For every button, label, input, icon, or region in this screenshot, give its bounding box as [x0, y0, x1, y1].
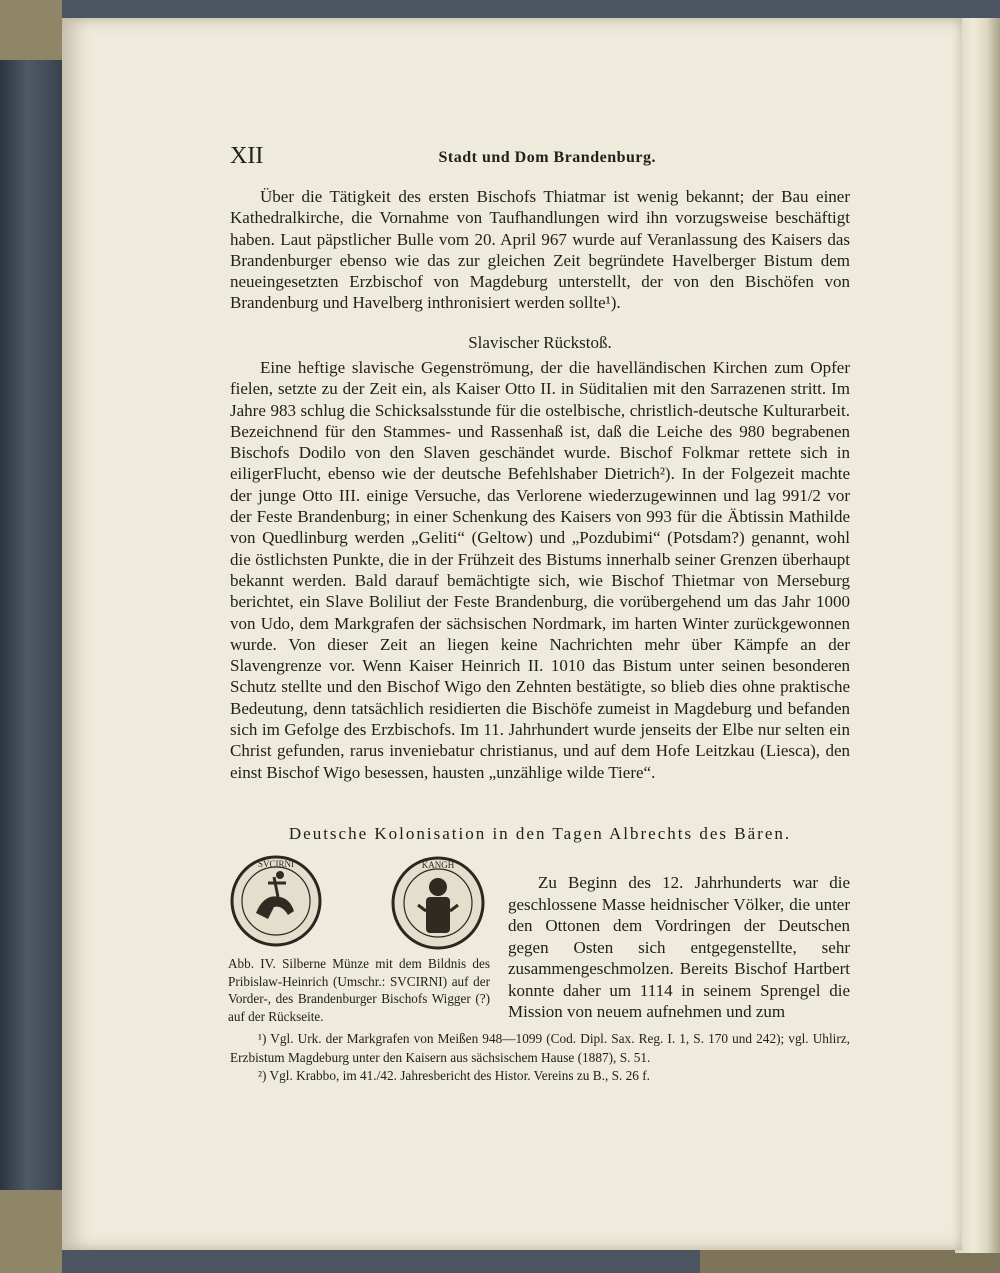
cover-corner-top-left — [0, 0, 62, 60]
intro-paragraph: Über die Tätigkeit des ersten Bischofs Thiatmar ist wenig bekannt; der Bau einer Kathedralkirche, die Vornahme von Taufhandlungen wird ihn vorzugsweise beschäftigt haben. Laut päpstlicher Bulle vom 20. April 967 wurde auf Veranlassung des Kaisers das Brandenburger ebenso wie das zur gleichen Zeit begründete Havelberger Bistum dem neueingesetzten Erzbischof von Magdeburg unterstellt, der von den Bischöfen von Brandenburg und Havelberg inthronisiert werden sollte¹). — [230, 187, 850, 313]
book-cover-left — [0, 0, 62, 1273]
intro-paragraph-block — [230, 186, 850, 314]
section2-paragraph-block — [508, 872, 850, 1023]
cover-corner-bottom-left — [0, 1190, 62, 1273]
footnotes — [230, 1030, 850, 1086]
section2-paragraph: Zu Beginn des 12. Jahrhunderts war die geschlossene Masse heidnischer Völker, die unter den Ottonen dem Vordringen der Deutschen gegen Osten sich entgegenstellte, sehr zusammengeschmolzen. Bereits Bischof Hartbert konnte daher um 1114 in seinem Sprengel die Mission von neuem aufnehmen und zum — [508, 873, 850, 1021]
coin-front-image — [232, 857, 320, 945]
coin-back-legend: KANGH — [421, 860, 455, 870]
footnote-1: ¹) Vgl. Urk. der Markgrafen von Meißen 948—1099 (Cod. Dipl. Sax. Reg. I. 1, S. 170 und 242); vgl. Uhlirz, Erzbistum Magdeburg unter den Kaisern aus sächsischem Hause (1887), S. 51. — [230, 1031, 850, 1065]
footnote-2: ²) Vgl. Krabbo, im 41./42. Jahresbericht des Histor. Vereins zu B., S. 26 f. — [258, 1068, 651, 1083]
page-number: XII — [230, 143, 264, 169]
section-heading-deutsche-kolonisation: Deutsche Kolonisation in den Tagen Albrechts des Bären. — [288, 824, 792, 843]
section-heading-slavischer-rueckstoss: Slavischer Rückstoß. — [468, 333, 612, 352]
coin-back-image — [393, 858, 483, 948]
figure-caption: Abb. IV. Silberne Münze mit dem Bildnis des Pribislaw-Heinrich (Umschr.: SVCIRNI) auf der Vorder-, des Brandenburger Bischofs Wigger (?) auf der Rückseite. — [228, 956, 490, 1024]
section1-paragraph: Eine heftige slavische Gegenströmung, der die havelländischen Kirchen zum Opfer fielen, setzte zu der Zeit ein, als Kaiser Otto II. in Süditalien mit den Sarrazenen stritt. Im Jahre 983 schlug die Schicksalsstunde für die ostelbische, christlich-deutsche Kulturarbeit. Bezeichnend für den Stammes- und Rassenhaß ist, daß die Leiche des 980 begrabenen Bischofs Dodilo von den Slaven geschändet wurde. Bischof Folkmar rettete sich in eiligerFlucht, ebenso wie der deutsche Befehlshaber Dietrich²). In der Folgezeit machte der junge Otto III. einige Versuche, das Verlorene wiederzugewinnen und lag 991/2 vor der Feste Brandenburg; in einer Schenkung des Kaisers von 993 für die Äbtissin Mathilde von Quedlinburg werden „Geliti“ (Geltow) und „Pozdubimi“ (Potsdam?) genannt, wohl die östlichsten Punkte, die in der Frühzeit des Bistums innerhalb seiner Grenzen überhaupt bekannt werden. Bald darauf bemächtigte sich, wie Bischof Thietmar von Merseburg berichtet, ein Slave Boliliut der Feste Brandenburg, die vorübergehend um das Jahr 1000 von Udo, dem Markgrafen der sächsischen Nordmark, im harten Winter zurückgewonnen wurde. Von dieser Zeit an liegen keine Nachrichten mehr über Kämpfe an der Slavengrenze vor. Wenn Kaiser Heinrich II. 1010 das Bistum unter seinen besonderen Schutz stellte und den Bischof Wigo den Zehnten bestätigte, so blieb dies ohne praktische Bedeutung, denn tatsächlich residierten die Bischöfe zumeist in Magdeburg und befanden sich im Gefolge des Erzbischofs. Im 11. Jahrhundert wurde jenseits der Elbe nur selten ein Christ gefunden, rarus inveniebatur christianus, und auf dem Hofe Leitzkau (Liesca), den einst Bischof Wigo besessen, hausten „unzählige wilde Tiere“. — [230, 358, 850, 782]
section1-paragraph-block — [230, 357, 850, 783]
running-title: Stadt und Dom Brandenburg. — [438, 149, 656, 166]
coin-images — [228, 853, 490, 953]
coin-front-legend: SVCIRNI — [257, 859, 295, 869]
page-header — [230, 143, 656, 173]
